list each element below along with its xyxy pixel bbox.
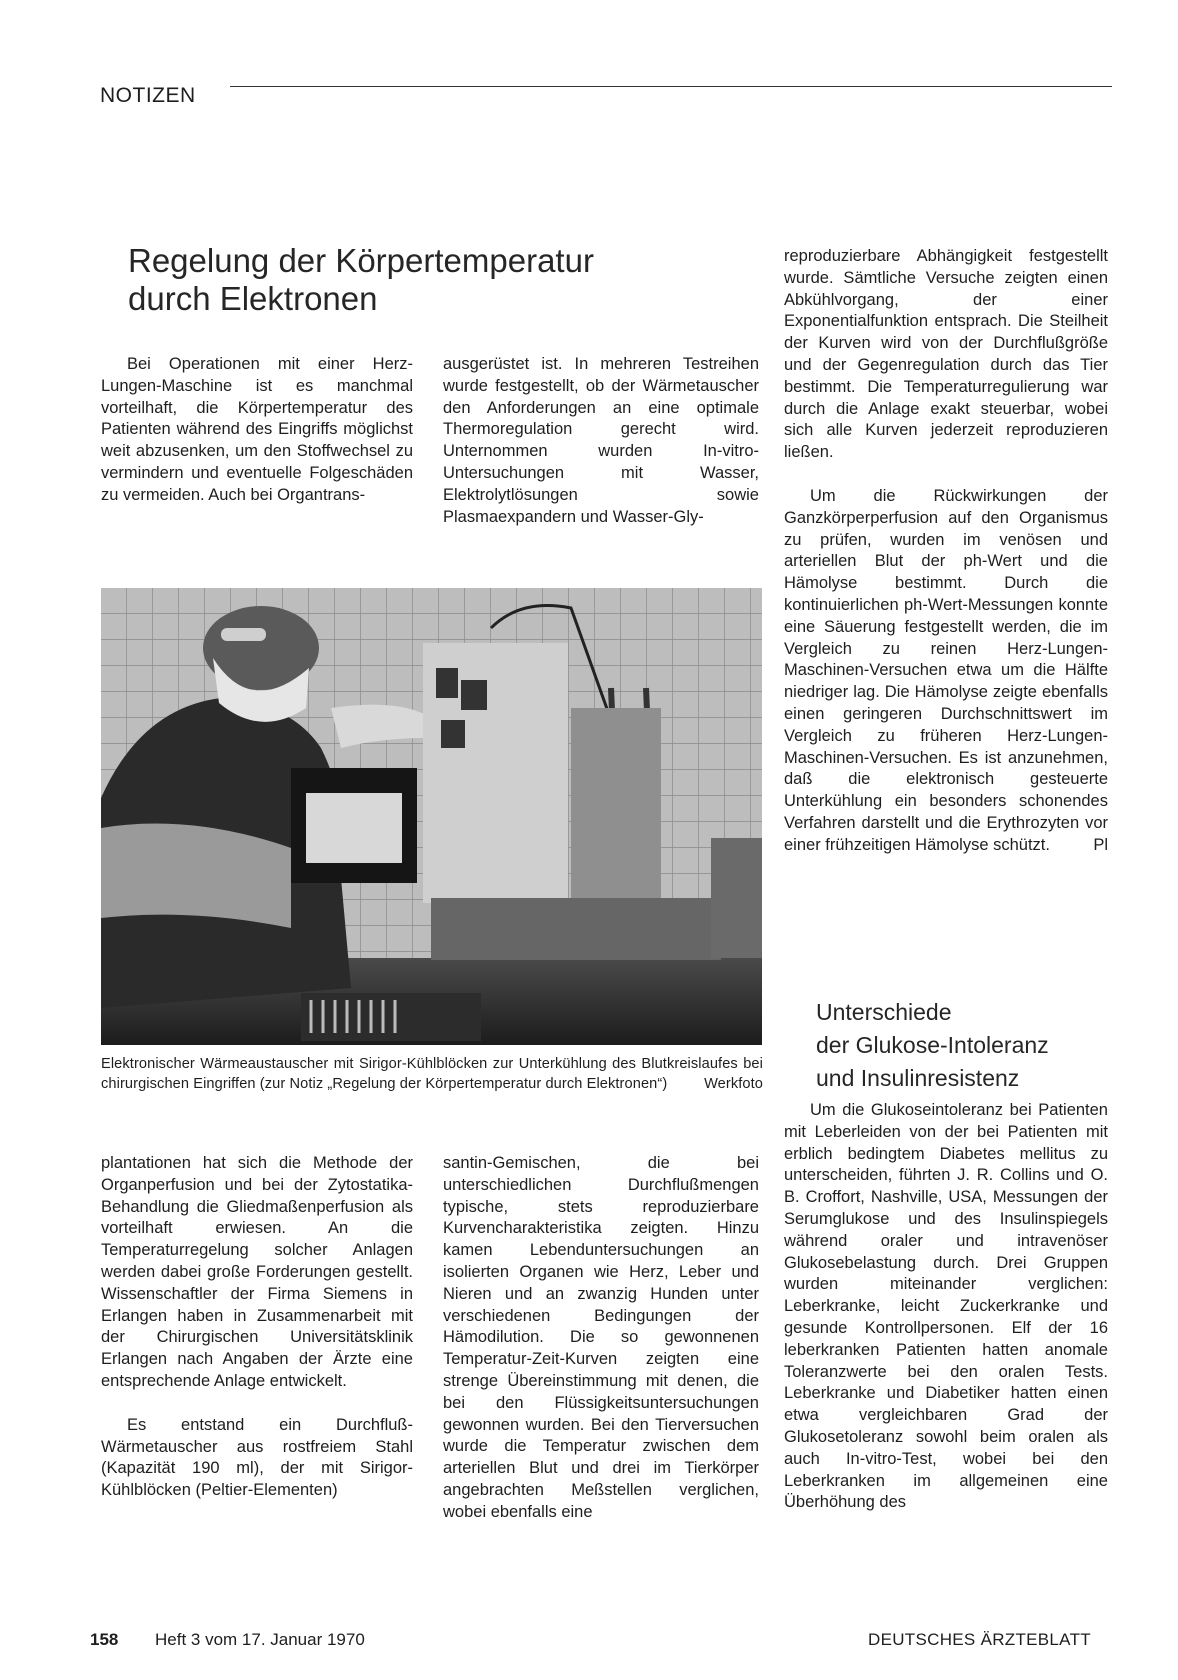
- photo-illustration: [101, 588, 762, 1045]
- paragraph: Es entstand ein Durchfluß-Wärmetauscher aus rostfreiem Stahl (Kapazität 190 ml), der mit Sirigor-Kühlblöcken (Peltier-Elementen): [101, 1415, 413, 1500]
- caption-text: Elektronischer Wärmeaustauscher mit Sirigor-Kühlblöcken zur Unterkühlung des Blutkreislaufes bei chirurgischen Eingriffen (zur Notiz „Regelung der Körpertemperatur durch Elektronen“): [101, 1056, 763, 1092]
- paragraph: Um die Rückwirkungen der Ganzkörperperfusion auf den Organismus zu prüfen, wurden im venösen und arteriellen Blut der ph-Wert und die Hämolyse bestimmt. Durch die kontinuierlichen ph-Wert-Messungen konnte eine Säuerung festgestellt werden, die im Vergleich zu reinen Herz-Lungen-Maschinen-Versuchen etwa um die Hälfte niedriger lag. Die Hämolyse zeigte ebenfalls einen geringeren Durchschnittswert im Vergleich zu früheren Herz-Lungen-Maschinen-Versuchen. Es ist anzunehmen, daß die elektronisch gesteuerte Unterkühlung ein besonders schonendes Verfahren darstellt und die Erythrozyten vor einer frühzeitigen Hämolyse schützt. Pl: [784, 486, 1108, 857]
- photo-caption: [101, 1054, 763, 1094]
- photo-credit: Werkfoto: [704, 1076, 763, 1092]
- article-2-title: [816, 996, 1049, 1095]
- journal-name: DEUTSCHES ÄRZTEBLATT: [868, 1630, 1091, 1649]
- author-signature: Pl: [1093, 835, 1108, 854]
- column-1-bottom: [101, 1153, 413, 1502]
- page-number: 158: [90, 1630, 119, 1649]
- paragraph: plantationen hat sich die Methode der Organperfusion und bei der Zytostatika-Behandlung die Gliedmaßenperfusion als vorteilhaft erwiesen. An die Temperaturregelung solcher Anlagen werden dabei große Forderungen gestellt. Wissenschaftler der Firma Siemens in Erlangen haben in Zusammenarbeit mit der Chirurgischen Universitätsklinik Erlangen nach Angaben der Ärzte eine entsprechende Anlage entwickelt.: [101, 1154, 413, 1390]
- issue-info: Heft 3 vom 17. Januar 1970: [155, 1630, 365, 1649]
- article-2-title-line-1: Unterschiede: [816, 999, 952, 1025]
- article-photo: [101, 588, 762, 1045]
- article-2-title-line-3: und Insulinresistenz: [816, 1065, 1020, 1091]
- paragraph: santin-Gemischen, die bei unterschiedlichen Durchflußmengen typische, stets reproduzierbare Kurvencharakteristika zeigten. Hinzu kamen Lebenduntersuchungen an isolierten Organen wie Herz, Leber und Nieren und an zwanzig Hunden unter verschiedenen Bedingungen der Hämodilution. Die so gewonnenen Temperatur-Zeit-Kurven zeigten eine strenge Übereinstimmung mit denen, die bei den Flüssigkeitsuntersuchungen gewonnen wurden. Bei den Tierversuchen wurde die Temperatur zwischen dem arteriellen Blut und drei im Tierkörper angebrachten Meßstellen verglichen, wobei ebenfalls eine: [443, 1154, 759, 1521]
- column-2-bottom: [443, 1153, 759, 1524]
- article-2-title-line-2: der Glukose-Intoleranz: [816, 1032, 1049, 1058]
- paragraph: ausgerüstet ist. In mehreren Testreihen wurde festgestellt, ob der Wärmetauscher den Anforderungen an eine optimale Thermoregulation gerecht wird. Unternommen wurden In-vitro-Untersuchungen mit Wasser, Elektrolytlösungen sowie Plasmaexpandern und Wasser-Gly-: [443, 355, 759, 526]
- header-rule: [230, 86, 1112, 87]
- article-title-line-2: durch Elektronen: [128, 280, 378, 317]
- article-2-body: [784, 1100, 1108, 1514]
- paragraph: reproduzierbare Abhängigkeit festgestellt wurde. Sämtliche Versuche zeigten einen Abkühlvorgang, der einer Exponentialfunktion entsprach. Die Steilheit der Kurven wird von der Durchflußgröße und der Gegenregulation durch das Tier bestimmt. Die Temperaturregulierung war durch die Anlage exakt steuerbar, wobei sich alle Kurven jederzeit reproduzieren ließen.: [784, 247, 1108, 462]
- section-label: NOTIZEN: [100, 84, 196, 107]
- article-title: [128, 242, 594, 318]
- column-3: [784, 246, 1108, 857]
- column-2-top: [443, 354, 759, 528]
- paragraph: Bei Operationen mit einer Herz-Lungen-Maschine ist es manchmal vorteilhaft, die Körpertemperatur des Patienten während des Eingriffs möglichst weit abzusenken, um den Stoffwechsel zu vermindern und eventuelle Folgeschäden zu vermeiden. Auch bei Organtrans-: [101, 355, 413, 504]
- column-1-top: [101, 354, 413, 507]
- article-title-line-1: Regelung der Körpertemperatur: [128, 242, 594, 279]
- paragraph: Um die Glukoseintoleranz bei Patienten mit Leberleiden von der bei Patienten mit erblich bedingtem Diabetes mellitus zu unterscheiden, führten J. R. Collins und O. B. Croffort, Nashville, USA, Messungen der Serumglukose und des Insulinspiegels während oraler und intravenöser Glukosebelastung durch. Drei Gruppen wurden miteinander verglichen: Leberkranke, leicht Zuckerkranke und gesunde Kontrollpersonen. Elf der 16 leberkranken Patienten hatten anomale Toleranzwerte bei den oralen Tests. Leberkranke und Diabetiker hatten einen etwa vergleichbaren Grad der Glukosetoleranz sowohl beim oralen als auch In-vitro-Test, wobei bei den Leberkranken im allgemeinen eine Überhöhung des: [784, 1101, 1108, 1512]
